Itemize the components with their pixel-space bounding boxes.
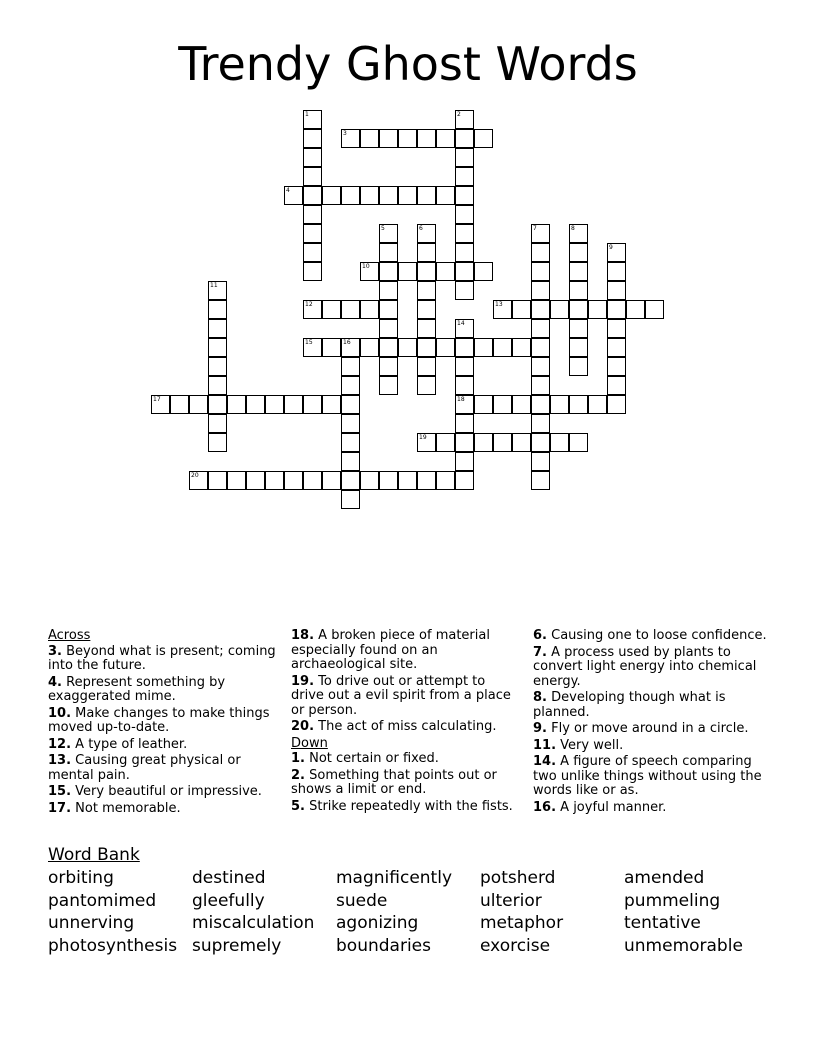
clue-item: [533, 739, 773, 754]
clue-text: Something that points out or shows a limit or end.: [291, 767, 497, 797]
clue-text: Developing though what is planned.: [533, 690, 726, 720]
crossword-cell[interactable]: [246, 471, 265, 490]
crossword-cell[interactable]: [341, 433, 360, 452]
crossword-cell[interactable]: [417, 281, 436, 300]
crossword-cell[interactable]: [569, 224, 588, 243]
clue-number-label: 2.: [291, 767, 305, 783]
clue-item: [533, 755, 773, 799]
clue-item: [291, 800, 519, 815]
clue-number-label: 13.: [48, 753, 72, 768]
clue-text: Causing great physical or mental pain.: [48, 753, 241, 783]
clue-number: 10: [362, 263, 370, 270]
crossword-cell[interactable]: [493, 300, 512, 319]
clue-item: [291, 769, 519, 798]
crossword-cell[interactable]: [474, 433, 493, 452]
word-bank-heading: Word Bank: [48, 845, 140, 865]
clue-number: 12: [305, 301, 313, 308]
crossword-cell[interactable]: [360, 262, 379, 281]
crossword-cell[interactable]: [398, 471, 417, 490]
clue-text: Fly or move around in a circle.: [546, 721, 749, 736]
crossword-cell[interactable]: [531, 395, 550, 414]
crossword-cell[interactable]: [607, 281, 626, 300]
crossword-cell[interactable]: [436, 129, 455, 148]
crossword-cell[interactable]: [645, 300, 664, 319]
crossword-cell[interactable]: [417, 129, 436, 148]
clue-item: [533, 722, 773, 737]
crossword-cell[interactable]: [227, 471, 246, 490]
crossword-cell[interactable]: [189, 471, 208, 490]
clue-text: The act of miss calculating.: [314, 719, 497, 734]
crossword-cell[interactable]: [607, 357, 626, 376]
crossword-cell[interactable]: [208, 471, 227, 490]
clue-number: 13: [495, 301, 503, 308]
clues-column-1: [48, 629, 278, 818]
crossword-cell[interactable]: [341, 395, 360, 414]
crossword-cell[interactable]: [303, 110, 322, 129]
word-bank-item: boundaries: [336, 936, 431, 956]
clue-number-label: 11.: [533, 737, 557, 753]
crossword-cell[interactable]: [303, 262, 322, 281]
crossword-cell[interactable]: [455, 186, 474, 205]
clue-number: 2: [457, 111, 461, 118]
clue-number-label: 18.: [291, 628, 315, 643]
word-bank-item: ulterior: [480, 891, 542, 911]
crossword-cell[interactable]: [588, 300, 607, 319]
crossword-cell[interactable]: [341, 186, 360, 205]
crossword-cell[interactable]: [436, 471, 455, 490]
section-heading: Across: [48, 628, 91, 643]
crossword-cell[interactable]: [455, 395, 474, 414]
crossword-cell[interactable]: [341, 338, 360, 357]
crossword-cell[interactable]: [626, 300, 645, 319]
crossword-cell[interactable]: [531, 262, 550, 281]
clue-item: [48, 645, 278, 674]
crossword-cell[interactable]: [436, 433, 455, 452]
crossword-cell[interactable]: [569, 300, 588, 319]
crossword-cell[interactable]: [417, 300, 436, 319]
crossword-cell[interactable]: [379, 300, 398, 319]
crossword-cell[interactable]: [531, 243, 550, 262]
crossword-cell[interactable]: [455, 110, 474, 129]
clue-number: 1: [305, 111, 309, 118]
word-bank-item: tentative: [624, 913, 701, 933]
word-bank-item: suede: [336, 891, 388, 911]
clue-item: [291, 720, 519, 735]
crossword-cell[interactable]: [531, 281, 550, 300]
crossword-cell[interactable]: [607, 262, 626, 281]
crossword-cell[interactable]: [607, 243, 626, 262]
clue-text: A figure of speech comparing two unlike things without using the words like or as.: [533, 754, 762, 798]
crossword-cell[interactable]: [379, 224, 398, 243]
crossword-cell[interactable]: [303, 471, 322, 490]
clue-number: 15: [305, 339, 313, 346]
clue-item: [48, 738, 278, 753]
crossword-cell[interactable]: [208, 414, 227, 433]
clue-number: 7: [533, 225, 537, 232]
clue-item: [533, 646, 773, 690]
crossword-cell[interactable]: [436, 338, 455, 357]
crossword-cell[interactable]: [303, 338, 322, 357]
clue-number-label: 3.: [48, 643, 62, 659]
crossword-cell[interactable]: [341, 414, 360, 433]
crossword-cell[interactable]: [474, 129, 493, 148]
clue-text: Causing one to loose confidence.: [546, 628, 767, 643]
clue-item: [533, 629, 773, 644]
crossword-cell[interactable]: [322, 471, 341, 490]
section-heading: Down: [291, 735, 328, 751]
crossword-cell[interactable]: [455, 357, 474, 376]
crossword-cell[interactable]: [341, 300, 360, 319]
clues-column-2: [291, 629, 519, 816]
crossword-cell[interactable]: [284, 186, 303, 205]
clue-text: Make changes to make things moved up-to-date.: [48, 705, 270, 735]
crossword-cell[interactable]: [417, 243, 436, 262]
crossword-cell[interactable]: [512, 338, 531, 357]
clue-text: Not certain or fixed.: [304, 751, 439, 766]
clue-item: [48, 785, 278, 800]
clue-number: 17: [153, 396, 161, 403]
clue-number: 9: [609, 244, 613, 251]
crossword-cell[interactable]: [607, 338, 626, 357]
clue-number-label: 10.: [48, 705, 72, 721]
crossword-cell[interactable]: [607, 319, 626, 338]
crossword-cell[interactable]: [379, 262, 398, 281]
crossword-cell[interactable]: [360, 186, 379, 205]
clue-text: A type of leather.: [71, 736, 188, 752]
word-bank-item: pummeling: [624, 891, 721, 911]
crossword-cell[interactable]: [531, 338, 550, 357]
word-bank-item: supremely: [192, 936, 282, 956]
crossword-cell[interactable]: [512, 395, 531, 414]
crossword-cell[interactable]: [493, 433, 512, 452]
crossword-cell[interactable]: [208, 433, 227, 452]
crossword-cell[interactable]: [455, 205, 474, 224]
crossword-cell[interactable]: [588, 395, 607, 414]
crossword-cell[interactable]: [341, 471, 360, 490]
crossword-cell[interactable]: [208, 357, 227, 376]
crossword-cell[interactable]: [170, 395, 189, 414]
crossword-cell[interactable]: [379, 243, 398, 262]
crossword-cell[interactable]: [550, 300, 569, 319]
clue-text: Represent something by exaggerated mime.: [48, 674, 226, 704]
word-bank-item: miscalculation: [192, 913, 315, 933]
crossword-cell[interactable]: [531, 376, 550, 395]
crossword-cell[interactable]: [417, 471, 436, 490]
crossword-cell[interactable]: [189, 395, 208, 414]
crossword-cell[interactable]: [569, 243, 588, 262]
crossword-cell[interactable]: [379, 319, 398, 338]
clue-item: [291, 629, 519, 673]
word-bank-item: photosynthesis: [48, 936, 178, 956]
crossword-cell[interactable]: [284, 395, 303, 414]
crossword-cell[interactable]: [341, 376, 360, 395]
crossword-cell[interactable]: [512, 433, 531, 452]
crossword-cell[interactable]: [455, 433, 474, 452]
clue-number-label: 20.: [291, 719, 315, 734]
crossword-cell[interactable]: [455, 319, 474, 338]
word-bank-item: amended: [624, 868, 705, 888]
crossword-cell[interactable]: [417, 319, 436, 338]
crossword-cell[interactable]: [379, 357, 398, 376]
crossword-cell[interactable]: [379, 376, 398, 395]
crossword-cell[interactable]: [512, 300, 531, 319]
crossword-cell[interactable]: [303, 243, 322, 262]
crossword-cell[interactable]: [208, 395, 227, 414]
crossword-cell[interactable]: [360, 129, 379, 148]
crossword-cell[interactable]: [436, 186, 455, 205]
clue-number-label: 12.: [48, 736, 72, 752]
clue-number: 8: [571, 225, 575, 232]
crossword-cell[interactable]: [341, 357, 360, 376]
clue-item: [291, 675, 519, 719]
crossword-cell[interactable]: [550, 395, 569, 414]
clue-number-label: 17.: [48, 800, 72, 816]
clue-number-label: 7.: [533, 644, 547, 660]
crossword-cell[interactable]: [493, 395, 512, 414]
clue-item: [48, 754, 278, 783]
crossword-cell[interactable]: [474, 262, 493, 281]
clue-item: [48, 707, 278, 736]
clue-item: [533, 691, 773, 720]
crossword-cell[interactable]: [531, 224, 550, 243]
clue-text: Not memorable.: [71, 800, 181, 816]
crossword-cell[interactable]: [360, 338, 379, 357]
crossword-cell[interactable]: [455, 224, 474, 243]
crossword-cell[interactable]: [265, 395, 284, 414]
crossword-cell[interactable]: [208, 281, 227, 300]
crossword-cell[interactable]: [322, 300, 341, 319]
crossword-cell[interactable]: [303, 395, 322, 414]
crossword-cell[interactable]: [493, 338, 512, 357]
clue-text: Very well.: [556, 737, 624, 753]
crossword-cell[interactable]: [208, 376, 227, 395]
clue-text: Strike repeatedly with the fists.: [304, 798, 513, 814]
clue-number-label: 1.: [291, 751, 305, 766]
crossword-cell[interactable]: [341, 452, 360, 471]
clue-number: 11: [210, 282, 218, 289]
clue-item: [48, 802, 278, 817]
crossword-cell[interactable]: [417, 376, 436, 395]
clue-number: 20: [191, 472, 199, 479]
word-bank-item: unmemorable: [624, 936, 743, 956]
crossword-cell[interactable]: [417, 186, 436, 205]
crossword-cell[interactable]: [417, 433, 436, 452]
clue-text: A process used by plants to convert light energy into chemical energy.: [533, 644, 757, 689]
crossword-cell[interactable]: [227, 395, 246, 414]
crossword-cell[interactable]: [455, 243, 474, 262]
crossword-cell[interactable]: [341, 490, 360, 509]
crossword-cell[interactable]: [455, 262, 474, 281]
crossword-cell[interactable]: [379, 471, 398, 490]
clue-number: 19: [419, 434, 427, 441]
crossword-cell[interactable]: [569, 433, 588, 452]
clue-number-label: 4.: [48, 674, 62, 690]
crossword-cell[interactable]: [569, 262, 588, 281]
crossword-cell[interactable]: [474, 395, 493, 414]
clue-number: 6: [419, 225, 423, 232]
clue-number-label: 16.: [533, 799, 557, 815]
word-bank-item: magnificently: [336, 868, 453, 888]
crossword-cell[interactable]: [341, 129, 360, 148]
word-bank-item: unnerving: [48, 913, 135, 933]
crossword-cell[interactable]: [322, 395, 341, 414]
crossword-cell[interactable]: [265, 471, 284, 490]
word-bank-item: exorcise: [480, 936, 551, 956]
clues-column-3: [533, 629, 773, 817]
crossword-cell[interactable]: [455, 414, 474, 433]
crossword-cell[interactable]: [455, 167, 474, 186]
crossword-cell[interactable]: [303, 224, 322, 243]
crossword-cell[interactable]: [284, 471, 303, 490]
word-bank-item: pantomimed: [48, 891, 157, 911]
crossword-cell[interactable]: [531, 319, 550, 338]
clue-number-label: 19.: [291, 673, 315, 689]
clue-text: Beyond what is present; coming into the future.: [48, 643, 276, 673]
crossword-cell[interactable]: [455, 471, 474, 490]
crossword-cell[interactable]: [455, 129, 474, 148]
crossword-cell[interactable]: [417, 224, 436, 243]
crossword-cell[interactable]: [550, 433, 569, 452]
crossword-cell[interactable]: [360, 471, 379, 490]
clue-text: A joyful manner.: [556, 799, 667, 815]
clue-number-label: 15.: [48, 784, 72, 799]
crossword-cell[interactable]: [398, 129, 417, 148]
crossword-cell[interactable]: [569, 319, 588, 338]
clue-text: A broken piece of material especially found on an archaeological site.: [291, 628, 490, 672]
crossword-cell[interactable]: [531, 471, 550, 490]
clue-number: 18: [457, 396, 465, 403]
crossword-cell[interactable]: [303, 148, 322, 167]
crossword-cell[interactable]: [151, 395, 170, 414]
crossword-cell[interactable]: [360, 300, 379, 319]
crossword-cell[interactable]: [417, 338, 436, 357]
word-bank-item: agonizing: [336, 913, 419, 933]
crossword-cell[interactable]: [436, 262, 455, 281]
crossword-cell[interactable]: [379, 338, 398, 357]
crossword-cell[interactable]: [322, 186, 341, 205]
clue-number-label: 14.: [533, 754, 557, 769]
crossword-cell[interactable]: [303, 167, 322, 186]
crossword-cell[interactable]: [569, 281, 588, 300]
crossword-cell[interactable]: [303, 300, 322, 319]
word-bank-item: destined: [192, 868, 266, 888]
crossword-cell[interactable]: [531, 414, 550, 433]
clue-number: 14: [457, 320, 465, 327]
crossword-cell[interactable]: [246, 395, 265, 414]
crossword-cell[interactable]: [455, 452, 474, 471]
crossword-cell[interactable]: [417, 357, 436, 376]
crossword-cell[interactable]: [455, 376, 474, 395]
crossword-cell[interactable]: [379, 129, 398, 148]
crossword-cell[interactable]: [303, 205, 322, 224]
clue-number-label: 5.: [291, 798, 305, 814]
crossword-cell[interactable]: [455, 338, 474, 357]
clue-item: [48, 676, 278, 705]
crossword-cell[interactable]: [569, 357, 588, 376]
clue-text: To drive out or attempt to drive out a evil spirit from a place or person.: [291, 673, 511, 718]
clue-number-label: 9.: [533, 721, 547, 736]
crossword-cell[interactable]: [398, 262, 417, 281]
crossword-cell[interactable]: [531, 357, 550, 376]
word-bank-item: metaphor: [480, 913, 564, 933]
crossword-cell[interactable]: [531, 300, 550, 319]
crossword-cell[interactable]: [303, 186, 322, 205]
crossword-cell[interactable]: [208, 300, 227, 319]
crossword-cell[interactable]: [607, 300, 626, 319]
crossword-cell[interactable]: [607, 376, 626, 395]
crossword-cell[interactable]: [208, 319, 227, 338]
clue-number-label: 8.: [533, 690, 547, 705]
word-bank-item: potsherd: [480, 868, 556, 888]
crossword-cell[interactable]: [531, 452, 550, 471]
clue-number: 3: [343, 130, 347, 137]
crossword-cell[interactable]: [208, 338, 227, 357]
crossword-cell[interactable]: [322, 338, 341, 357]
crossword-cell[interactable]: [607, 395, 626, 414]
clue-item: [533, 801, 773, 816]
page-title: Trendy Ghost Words: [178, 37, 638, 91]
crossword-cell[interactable]: [379, 281, 398, 300]
crossword-cell[interactable]: [303, 129, 322, 148]
clue-number: 16: [343, 339, 351, 346]
crossword-cell[interactable]: [569, 338, 588, 357]
crossword-cell[interactable]: [417, 262, 436, 281]
crossword-cell[interactable]: [455, 281, 474, 300]
clue-number: 4: [286, 187, 290, 194]
crossword-cell[interactable]: [398, 186, 417, 205]
crossword-cell[interactable]: [455, 148, 474, 167]
crossword-cell[interactable]: [398, 338, 417, 357]
clue-number: 5: [381, 225, 385, 232]
word-bank-item: gleefully: [192, 891, 265, 911]
clue-number-label: 6.: [533, 628, 547, 643]
crossword-cell[interactable]: [474, 338, 493, 357]
word-bank-item: orbiting: [48, 868, 114, 888]
crossword-cell[interactable]: [531, 433, 550, 452]
crossword-cell[interactable]: [379, 186, 398, 205]
clue-text: Very beautiful or impressive.: [71, 784, 262, 799]
clue-item: [291, 752, 519, 767]
crossword-cell[interactable]: [569, 395, 588, 414]
